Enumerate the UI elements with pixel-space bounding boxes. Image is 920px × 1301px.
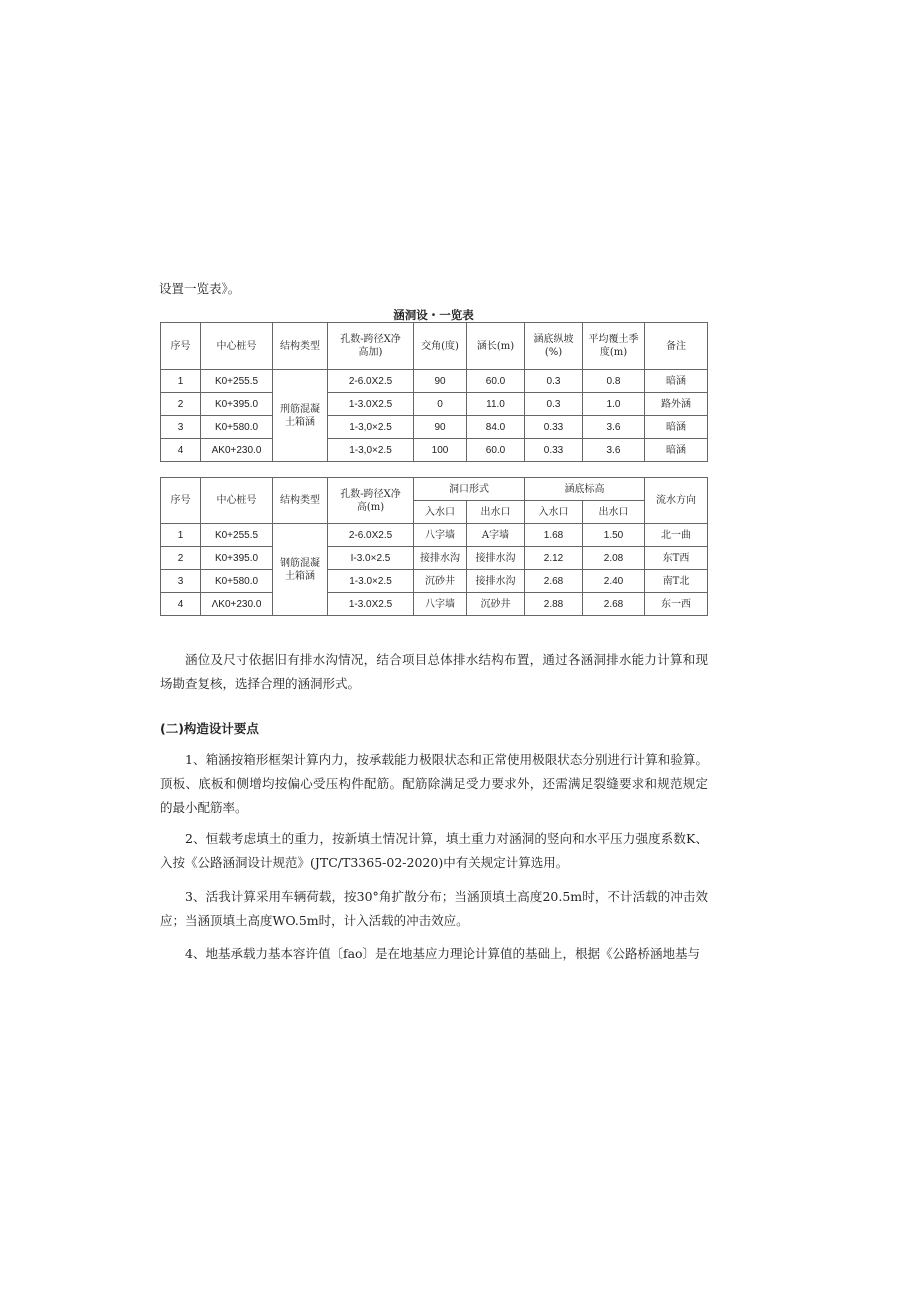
row-number: 1 [161, 370, 201, 393]
outlet-elev-cell: 2.40 [583, 570, 645, 593]
angle-cell: 90 [414, 416, 467, 439]
outlet-elev-cell: 1.50 [583, 524, 645, 547]
header-cell: 交角(度) [414, 323, 467, 370]
header-cell: 出水口 [467, 501, 525, 524]
row-number: 2 [161, 393, 201, 416]
table-row [161, 393, 708, 416]
table-row [161, 570, 708, 593]
outlet-portal-cell: 沉砂井 [467, 593, 525, 616]
table-row [161, 439, 708, 462]
intro-text: 设置一览表》。 [159, 281, 241, 296]
table-row [161, 416, 708, 439]
outlet-elev-cell: 2.08 [583, 547, 645, 570]
header-cell: 结构类型 [273, 478, 328, 524]
inlet-elev-cell: 2.12 [525, 547, 583, 570]
station-cell: AK0+230.0 [201, 439, 273, 462]
station-cell: K0+395.0 [201, 547, 273, 570]
slope-cell: 0.33 [525, 416, 583, 439]
body-paragraph: 4、地基承载力基本容许值〔fao〕是在地基应力理论计算值的基础上，根据《公路桥涵地基与 [185, 946, 701, 961]
cover-cell: 3.6 [583, 416, 645, 439]
cover-cell: 1.0 [583, 393, 645, 416]
length-cell: 84.0 [467, 416, 525, 439]
cover-cell: 3.6 [583, 439, 645, 462]
row-number: 2 [161, 547, 201, 570]
header-cell: 孔数-跨径X净高加) [328, 323, 414, 370]
table-title: 涵洞设・一览表 [393, 308, 474, 322]
culvert-summary-table [160, 322, 708, 462]
outlet-portal-cell: 接排水沟 [467, 547, 525, 570]
row-number: 4 [161, 593, 201, 616]
row-number: 3 [161, 416, 201, 439]
flow-direction-cell: 东一西 [645, 593, 708, 616]
section-heading: (二)构造设计要点 [160, 721, 259, 736]
station-cell: K0+395.0 [201, 393, 273, 416]
header-cell: 流水方向 [645, 478, 708, 524]
header-cell: 序号 [161, 478, 201, 524]
header-cell: 序号 [161, 323, 201, 370]
table-header-row [161, 323, 708, 370]
header-cell: 入水口 [525, 501, 583, 524]
header-cell: 洞口形式 [414, 478, 525, 501]
table-row [161, 524, 708, 547]
header-cell: 涵底纵坡(%) [525, 323, 583, 370]
header-cell: 结构类型 [273, 323, 328, 370]
inlet-elev-cell: 1.68 [525, 524, 583, 547]
station-cell: K0+255.5 [201, 370, 273, 393]
table-row [161, 370, 708, 393]
span-cell: 1-3,0×2.5 [328, 439, 414, 462]
slope-cell: 0.3 [525, 393, 583, 416]
header-cell: 出水口 [583, 501, 645, 524]
header-cell: 中心桩号 [201, 478, 273, 524]
note-cell: 路外涵 [645, 393, 708, 416]
slope-cell: 0.33 [525, 439, 583, 462]
culvert-portal-table [160, 477, 708, 616]
body-paragraph: 1、箱涵按箱形框架计算内力，按承载能力极限状态和正常使用极限状态分别进行计算和验算。顶板、底板和侧增均按偏心受压构件配筋。配筋除满足受力要求外，还需满足裂缝要求和规范规定的最小配筋率。 [160, 752, 708, 815]
body-paragraph: 2、恒载考虑填土的重力，按新填土情况计算，填土重力对涵洞的竖向和水平压力强度系数K、入按《公路涵洞设计规范》(JTC/T3365-02-2020)中有关规定计算选用。 [160, 831, 708, 870]
station-cell: K0+580.0 [201, 416, 273, 439]
header-cell: 涵底标高 [525, 478, 645, 501]
station-cell: K0+255.5 [201, 524, 273, 547]
header-cell: 涵长(m) [467, 323, 525, 370]
outlet-portal-cell: A字墙 [467, 524, 525, 547]
structure-type-cell: 钢筋混凝土箱涵 [273, 524, 328, 616]
angle-cell: 100 [414, 439, 467, 462]
length-cell: 11.0 [467, 393, 525, 416]
table-header-row [161, 478, 708, 501]
header-cell: 备注 [645, 323, 708, 370]
inlet-portal-cell: 八字墙 [414, 524, 467, 547]
span-cell: 1-3,0×2.5 [328, 416, 414, 439]
span-cell: 2-6.0X2.5 [328, 524, 414, 547]
length-cell: 60.0 [467, 439, 525, 462]
span-cell: I-3.0×2.5 [328, 547, 414, 570]
body-paragraph: 涵位及尺寸依据旧有排水沟情况，结合项目总体排水结构布置，通过各涵洞排水能力计算和现场勘查复核，选择合理的涵洞形式。 [160, 652, 708, 691]
header-cell: 孔数-跨径X净高(m) [328, 478, 414, 524]
row-number: 3 [161, 570, 201, 593]
span-cell: 1-3.0X2.5 [328, 593, 414, 616]
note-cell: 暗涵 [645, 416, 708, 439]
station-cell: K0+580.0 [201, 570, 273, 593]
note-cell: 暗涵 [645, 439, 708, 462]
flow-direction-cell: 南T北 [645, 570, 708, 593]
length-cell: 60.0 [467, 370, 525, 393]
inlet-elev-cell: 2.88 [525, 593, 583, 616]
station-cell: ΛK0+230.0 [201, 593, 273, 616]
header-cell: 中心桩号 [201, 323, 273, 370]
inlet-portal-cell: 八字墙 [414, 593, 467, 616]
flow-direction-cell: 东T西 [645, 547, 708, 570]
table-row [161, 547, 708, 570]
row-number: 4 [161, 439, 201, 462]
header-cell: 平均覆土季度(m) [583, 323, 645, 370]
angle-cell: 0 [414, 393, 467, 416]
note-cell: 暗涵 [645, 370, 708, 393]
inlet-elev-cell: 2.68 [525, 570, 583, 593]
body-paragraph: 3、活我计算采用车辆荷载，按30°角扩散分布；当涵顶填土高度20.5m时，不计活载的冲击效应；当涵顶填土高度WO.5m时，计入活载的冲击效应。 [160, 889, 708, 928]
cover-cell: 0.8 [583, 370, 645, 393]
span-cell: 2-6.0X2.5 [328, 370, 414, 393]
outlet-elev-cell: 2.68 [583, 593, 645, 616]
structure-type-cell: 刑筋混凝土箱涵 [273, 370, 328, 462]
flow-direction-cell: 北一曲 [645, 524, 708, 547]
inlet-portal-cell: 沉砂井 [414, 570, 467, 593]
inlet-portal-cell: 接排水沟 [414, 547, 467, 570]
header-cell: 入水口 [414, 501, 467, 524]
angle-cell: 90 [414, 370, 467, 393]
table-row [161, 593, 708, 616]
span-cell: 1-3.0×2.5 [328, 570, 414, 593]
outlet-portal-cell: 接排水沟 [467, 570, 525, 593]
slope-cell: 0.3 [525, 370, 583, 393]
row-number: 1 [161, 524, 201, 547]
span-cell: 1-3.0X2.5 [328, 393, 414, 416]
